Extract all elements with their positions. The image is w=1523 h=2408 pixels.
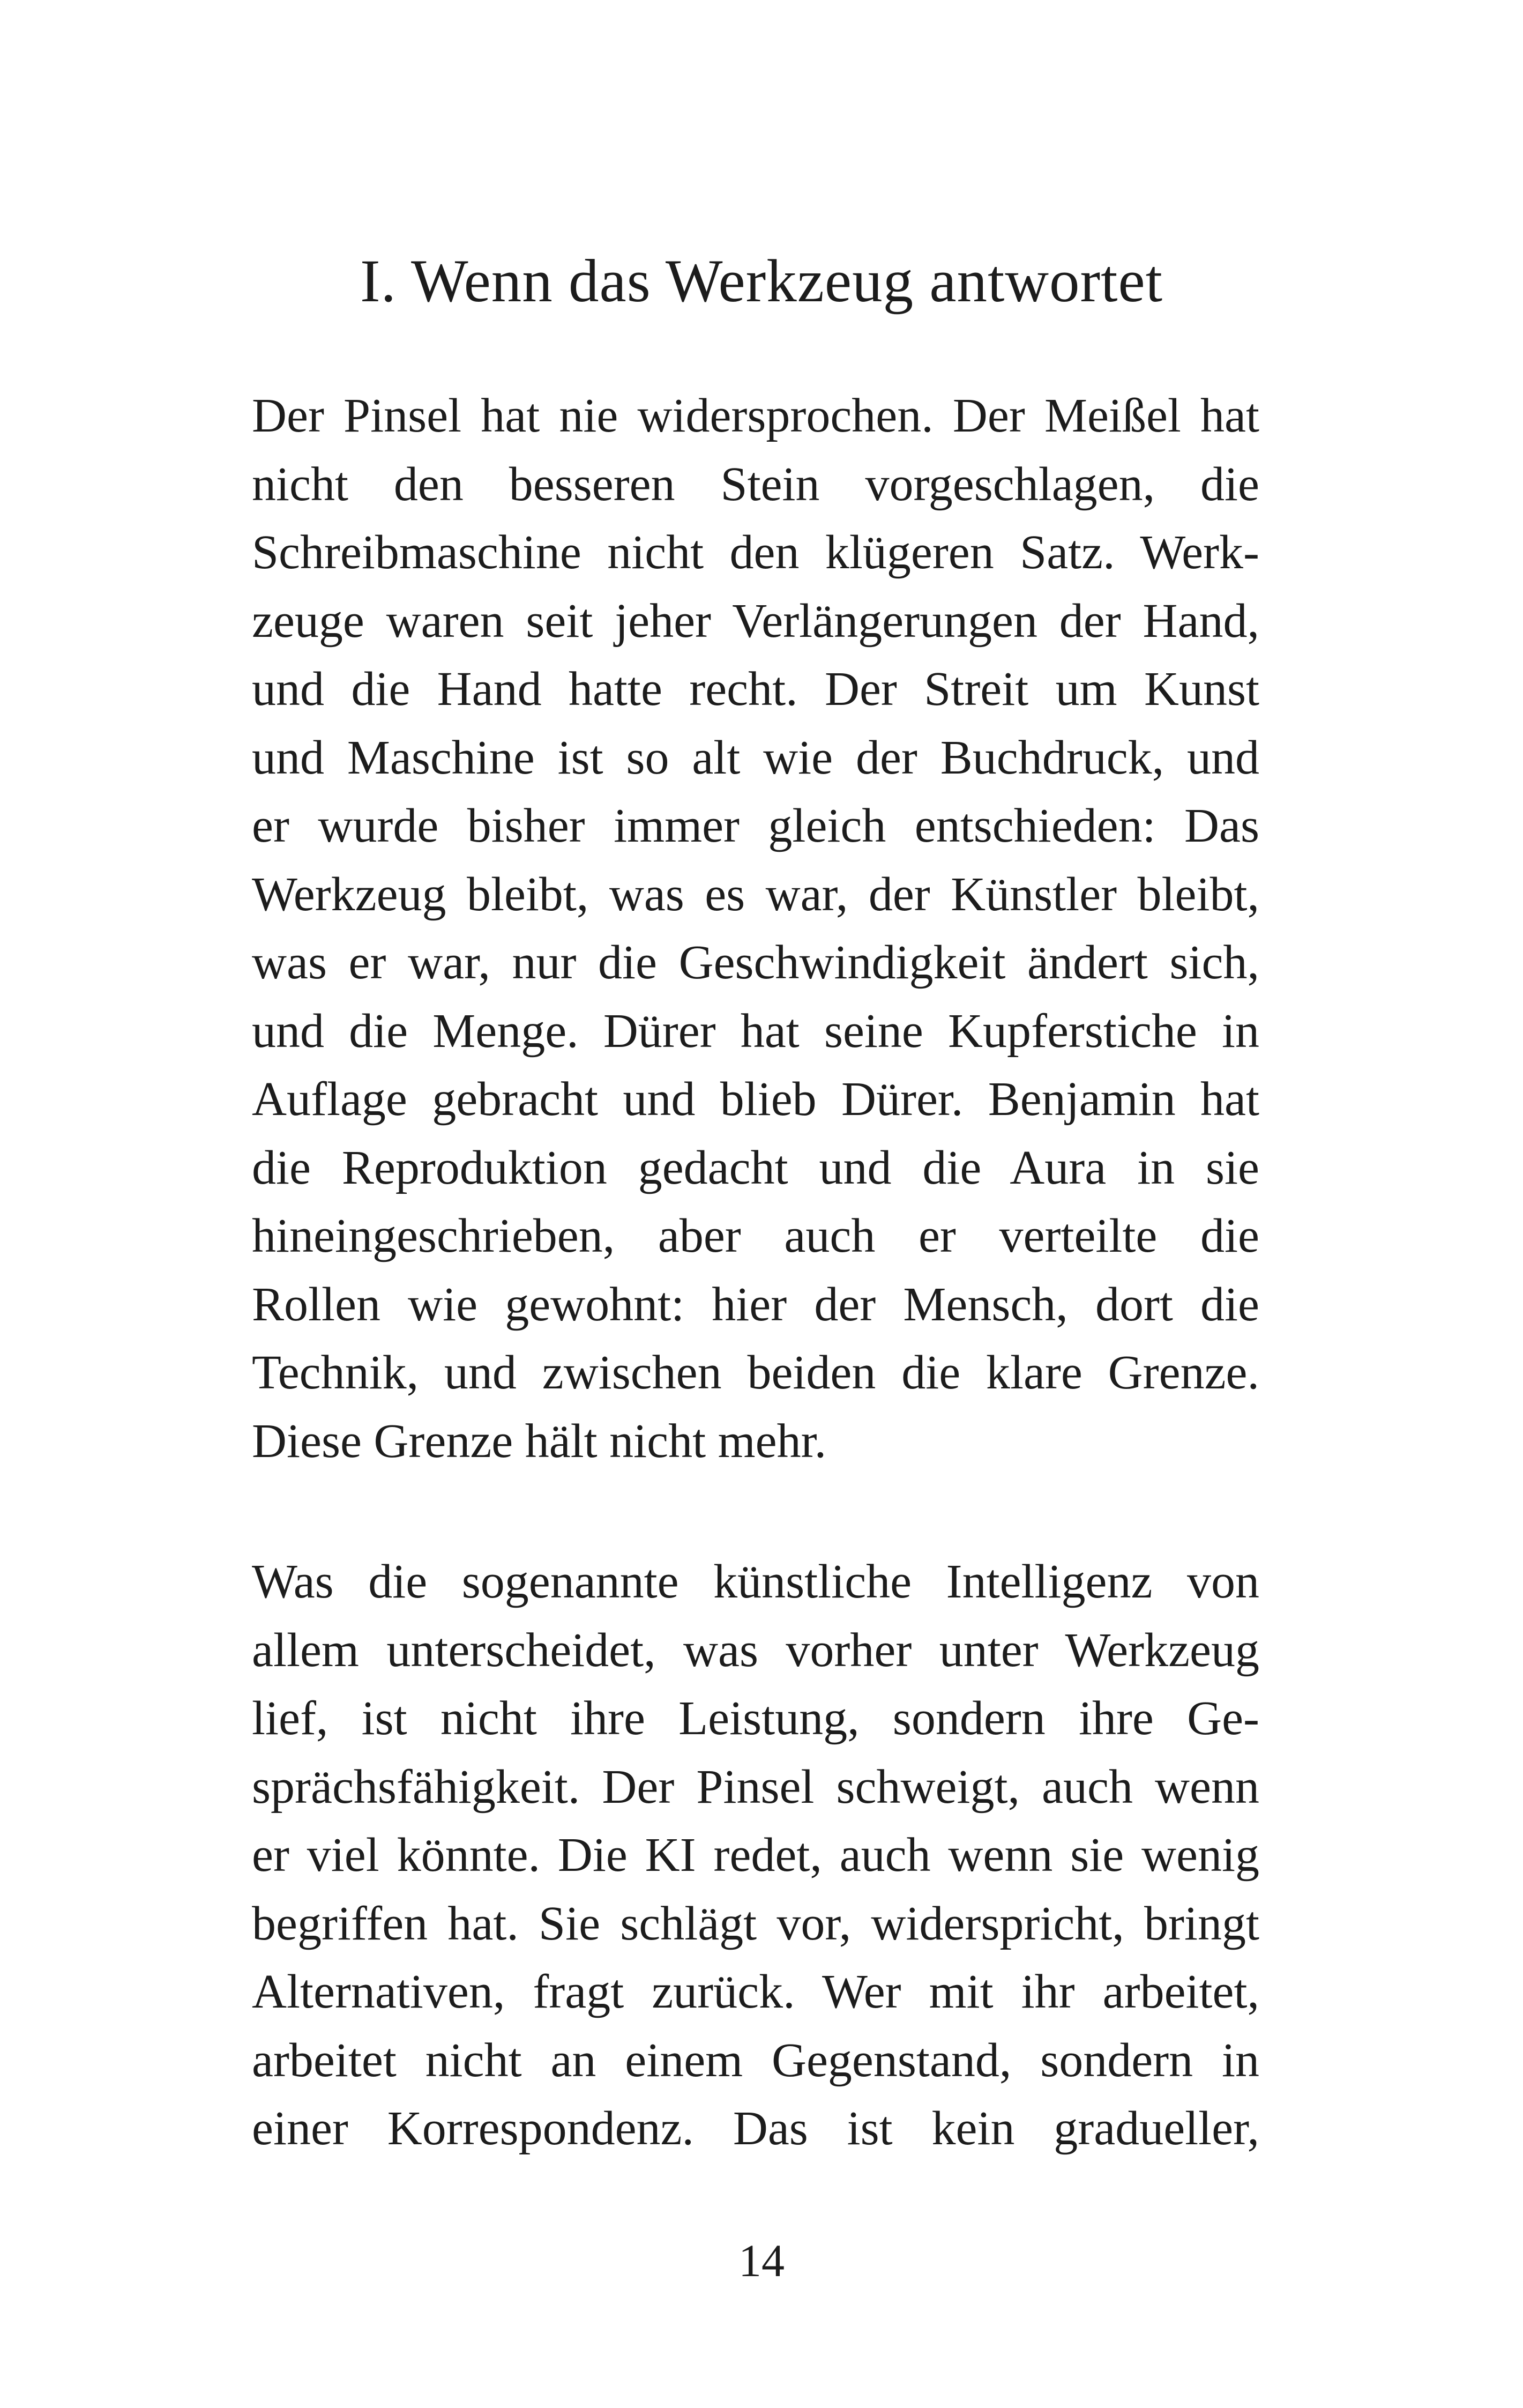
text-line: und Maschine ist so alt wie der Buchdruck, und xyxy=(252,731,1259,784)
paragraph-spacer xyxy=(252,1475,1259,1548)
text-line: Auflage gebracht und blieb Dürer. Benjamin hat xyxy=(252,1073,1259,1126)
text-line: hineingeschrieben, aber auch er verteilte die xyxy=(252,1209,1259,1262)
text-line: arbeitet nicht an einem Gegenstand, sondern in xyxy=(252,2033,1259,2087)
text-line: Der Pinsel hat nie widersprochen. Der Meißel hat xyxy=(252,389,1259,442)
text-line: Schreibmaschine nicht den klügeren Satz. Werk- xyxy=(252,526,1259,579)
text-line: er wurde bisher immer gleich entschieden: Das xyxy=(252,799,1259,852)
paragraph xyxy=(252,1548,1259,2163)
text-line: allem unterscheidet, was vorher unter Werkzeug xyxy=(252,1623,1259,1677)
text-line: Rollen wie gewohnt: hier der Mensch, dort die xyxy=(252,1277,1259,1331)
text-line: was er war, nur die Geschwindigkeit ändert sich, xyxy=(252,936,1259,989)
text-line: lief, ist nicht ihre Leistung, sondern ihre Ge- xyxy=(252,1692,1259,1745)
text-line: nicht den besseren Stein vorgeschlagen, die xyxy=(252,457,1259,511)
text-line: begriffen hat. Sie schlägt vor, widerspricht, bringt xyxy=(252,1897,1259,1950)
text-line: sprächsfähigkeit. Der Pinsel schweigt, auch wenn xyxy=(252,1760,1259,1814)
text-line: Technik, und zwischen beiden die klare Grenze. xyxy=(252,1346,1259,1399)
text-line: Alternativen, fragt zurück. Wer mit ihr arbeitet, xyxy=(252,1965,1259,2018)
chapter-title: I. Wenn das Werkzeug antwortet xyxy=(360,248,1163,315)
text-line: er viel könnte. Die KI redet, auch wenn sie wenig xyxy=(252,1829,1259,1882)
text-line: einer Korrespondenz. Das ist kein gradueller, xyxy=(252,2102,1259,2155)
text-line: zeuge waren seit jeher Verlängerungen der Hand, xyxy=(252,594,1259,648)
text-line: und die Menge. Dürer hat seine Kupferstiche in xyxy=(252,1004,1259,1058)
paragraph xyxy=(252,382,1259,1475)
text-line: und die Hand hatte recht. Der Streit um Kunst xyxy=(252,663,1259,716)
body-text xyxy=(252,382,1259,2163)
text-line: Werkzeug bleibt, was es war, der Künstler bleibt, xyxy=(252,867,1259,921)
text-line: die Reproduktion gedacht und die Aura in sie xyxy=(252,1141,1259,1194)
text-line: Diese Grenze hält nicht mehr. xyxy=(252,1414,827,1468)
text-line: Was die sogenannte künstliche Intelligenz von xyxy=(252,1555,1259,1608)
page-number: 14 xyxy=(738,2235,785,2286)
